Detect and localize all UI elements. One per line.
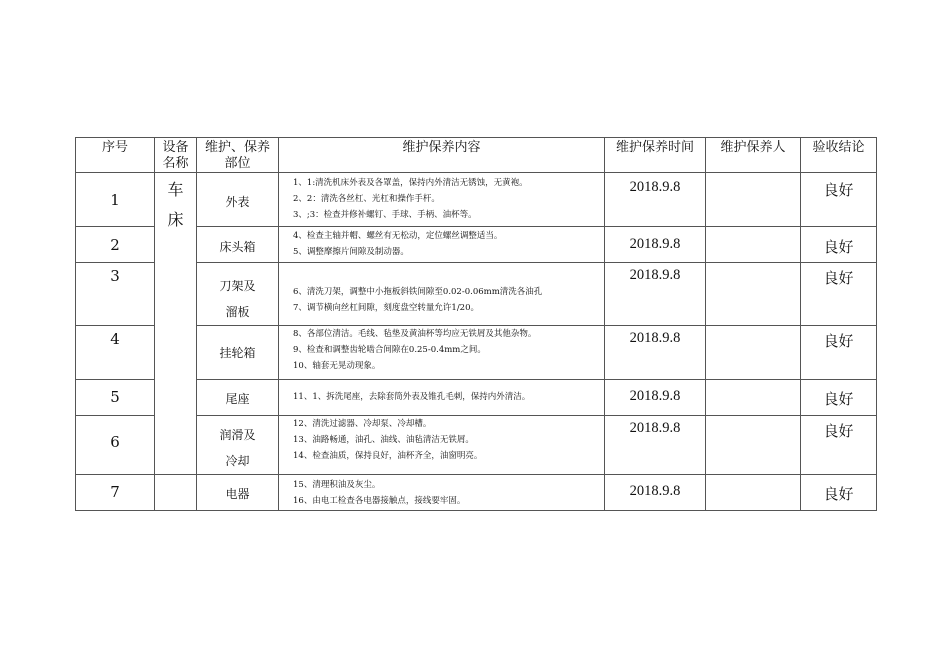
table-row: [76, 263, 877, 326]
maintenance-person: [706, 326, 801, 380]
acceptance-result: 良好: [801, 380, 877, 416]
table-row: [76, 380, 877, 416]
content-item: 6、清洗刀架，调整中小拖板斜铁间隙至0.02-0.06mm清洗各油孔: [293, 287, 543, 297]
maintenance-content: [279, 326, 605, 380]
content-item: 15、清理积油及灰尘。: [293, 480, 381, 490]
maintenance-content: [279, 173, 605, 227]
acceptance-result: 良好: [801, 475, 877, 511]
content-item: 2、2：清洗各丝杠、光杠和操作手杆。: [293, 194, 440, 204]
table-row: [76, 173, 877, 227]
content-item: 11、1、拆洗尾座，去除套筒外表及锥孔毛刺，保持内外清洁。: [293, 392, 531, 402]
device-name: [155, 173, 197, 475]
content-item: 1、1:清洗机床外表及各罩盖，保持内外清洁无锈蚀，无黄袍。: [293, 178, 528, 188]
content-item: 5、调整摩擦片间隙及制动器。: [293, 247, 409, 257]
maintenance-person: [706, 475, 801, 511]
header-part-line2: 部位: [224, 156, 251, 171]
part-name: 床头箱: [197, 227, 279, 263]
maintenance-date: 2018.9.8: [605, 326, 706, 380]
part-name: 尾座: [197, 380, 279, 416]
table-row: [76, 475, 877, 511]
header-part-line1: 维护、保养: [204, 140, 270, 155]
maintenance-date: 2018.9.8: [605, 227, 706, 263]
maintenance-person: [706, 227, 801, 263]
maintenance-date: 2018.9.8: [605, 173, 706, 227]
row-number: 2: [76, 227, 155, 263]
device-name-char2: 床: [167, 210, 184, 229]
row-number: 3: [76, 263, 155, 326]
maintenance-date: 2018.9.8: [605, 263, 706, 326]
header-content: 维护保养内容: [279, 138, 605, 173]
part-name-line2: 溜板: [225, 305, 250, 319]
content-item: 12、清洗过滤器、冷却泵、冷却槽。: [293, 419, 432, 429]
maintenance-person: [706, 416, 801, 475]
table-row: [76, 416, 877, 475]
content-item: 16、由电工检查各电器接触点，接线要牢固。: [293, 496, 466, 506]
part-name-line1: 润滑及: [219, 428, 256, 442]
maintenance-person: [706, 173, 801, 227]
header-time: 维护保养时间: [605, 138, 706, 173]
table-row: [76, 227, 877, 263]
maintenance-content: [279, 263, 605, 326]
header-part: [197, 138, 279, 173]
header-result: 验收结论: [801, 138, 877, 173]
part-name: 电器: [197, 475, 279, 511]
content-item: 13、油路畅通，油孔、油线、油毡清洁无铁屑。: [293, 435, 474, 445]
content-item: 7、调节横向丝杠间隙，刻度盘空转量允许1/20。: [293, 303, 479, 313]
device-name-empty: [155, 475, 197, 511]
maintenance-content: [279, 380, 605, 416]
acceptance-result: 良好: [801, 227, 877, 263]
part-name: [197, 263, 279, 326]
part-name: 挂轮箱: [197, 326, 279, 380]
maintenance-content: [279, 416, 605, 475]
maintenance-date: 2018.9.8: [605, 416, 706, 475]
header-device-line2: 名称: [162, 156, 189, 171]
content-item: 9、检查和调整齿轮啮合间隙在0.25-0.4mm之间。: [293, 345, 486, 355]
maintenance-date: 2018.9.8: [605, 475, 706, 511]
header-seq: 序号: [76, 138, 155, 173]
header-person: 维护保养人: [706, 138, 801, 173]
content-item: 4、检查主轴并帽、螺丝有无松动，定位螺丝调整适当。: [293, 231, 503, 241]
part-name-line2: 冷却: [225, 454, 250, 468]
content-item: 8、各部位清洁。毛线、毡垫及黄油杯等均应无铁屑及其他杂物。: [293, 329, 537, 339]
part-name: [197, 416, 279, 475]
header-device-line1: 设备: [162, 140, 189, 155]
maintenance-person: [706, 263, 801, 326]
acceptance-result: 良好: [801, 326, 877, 380]
header-row: [76, 138, 877, 173]
part-name: 外表: [197, 173, 279, 227]
maintenance-content: [279, 227, 605, 263]
row-number: 1: [76, 173, 155, 227]
header-device: [155, 138, 197, 173]
maintenance-table: [75, 137, 877, 511]
row-number: 5: [76, 380, 155, 416]
row-number: 4: [76, 326, 155, 380]
acceptance-result: 良好: [801, 416, 877, 475]
row-number: 6: [76, 416, 155, 475]
table-row: [76, 326, 877, 380]
device-name-char1: 车: [167, 180, 184, 199]
content-item: 3、;3：检查并修补螺钉、手球、手柄、油杯等。: [293, 210, 477, 220]
content-item: 14、检查油质，保持良好，油杯齐全，油窗明亮。: [293, 451, 483, 461]
acceptance-result: 良好: [801, 173, 877, 227]
maintenance-date: 2018.9.8: [605, 380, 706, 416]
maintenance-person: [706, 380, 801, 416]
maintenance-content: [279, 475, 605, 511]
content-item: 10、轴套无晃动现象。: [293, 361, 381, 371]
row-number: 7: [76, 475, 155, 511]
part-name-line1: 刀架及: [219, 279, 256, 293]
acceptance-result: 良好: [801, 263, 877, 326]
